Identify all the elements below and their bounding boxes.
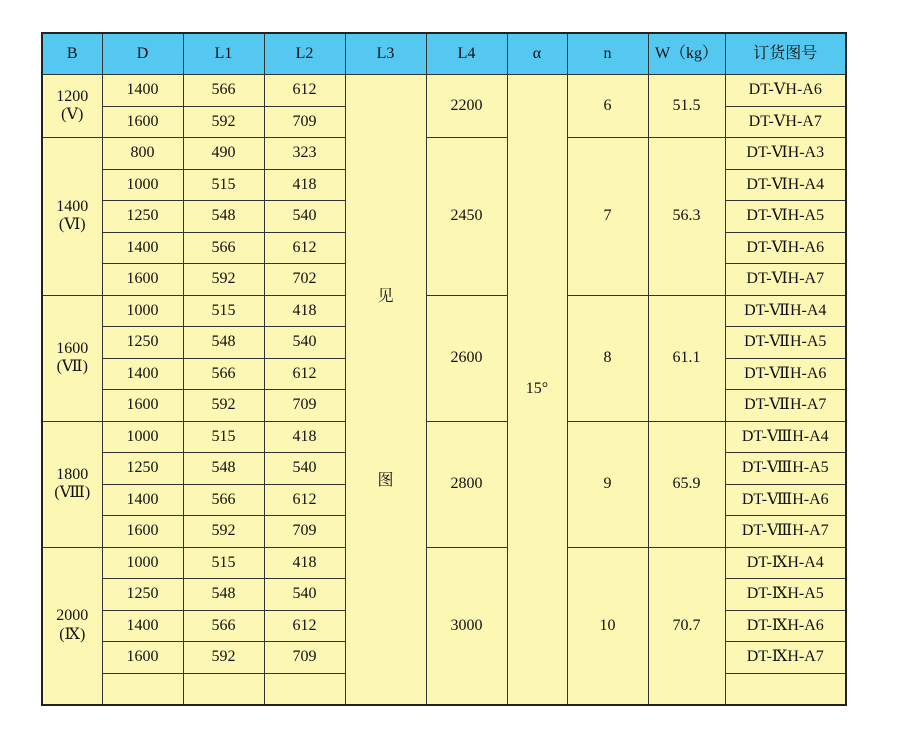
cell-d: 1600 bbox=[102, 516, 183, 548]
cell-l1: 515 bbox=[183, 547, 264, 579]
cell-d: 1400 bbox=[102, 484, 183, 516]
cell-l4: 2800 bbox=[426, 421, 507, 547]
cell-d: 1000 bbox=[102, 547, 183, 579]
cell-d: 1250 bbox=[102, 453, 183, 485]
cell-l2: 540 bbox=[264, 327, 345, 359]
cell-order-code: DT-ⅨH-A4 bbox=[725, 547, 846, 579]
cell-l1: 515 bbox=[183, 421, 264, 453]
table-row bbox=[42, 75, 846, 107]
cell-l2: 540 bbox=[264, 201, 345, 233]
cell-order-code: DT-ⅧH-A5 bbox=[725, 453, 846, 485]
cell-l1: 592 bbox=[183, 516, 264, 548]
cell-order-code: DT-ⅧH-A4 bbox=[725, 421, 846, 453]
cell-l2: 418 bbox=[264, 295, 345, 327]
cell-l1: 548 bbox=[183, 579, 264, 611]
cell-d: 1000 bbox=[102, 169, 183, 201]
header-l4: L4 bbox=[426, 33, 507, 75]
cell-l1: 566 bbox=[183, 358, 264, 390]
cell-l2: 612 bbox=[264, 232, 345, 264]
header-alpha: α bbox=[507, 33, 567, 75]
cell-order-code: DT-ⅥH-A3 bbox=[725, 138, 846, 170]
cell-n: 6 bbox=[567, 75, 648, 138]
cell-b: 1200 (Ⅴ) bbox=[42, 75, 102, 138]
table-row bbox=[42, 138, 846, 170]
cell-l4: 3000 bbox=[426, 547, 507, 705]
cell-weight: 65.9 bbox=[648, 421, 725, 547]
cell-order-code: DT-ⅨH-A5 bbox=[725, 579, 846, 611]
header-l3: L3 bbox=[345, 33, 426, 75]
cell-order-code: DT-ⅥH-A6 bbox=[725, 232, 846, 264]
cell-l1: 515 bbox=[183, 169, 264, 201]
cell-l2: 702 bbox=[264, 264, 345, 296]
cell-order-code: DT-ⅤH-A7 bbox=[725, 106, 846, 138]
cell-order-code: DT-ⅧH-A6 bbox=[725, 484, 846, 516]
cell-l1 bbox=[183, 673, 264, 705]
cell-l1: 548 bbox=[183, 453, 264, 485]
cell-l2: 418 bbox=[264, 421, 345, 453]
cell-d: 1600 bbox=[102, 106, 183, 138]
cell-l2: 612 bbox=[264, 75, 345, 107]
cell-weight: 56.3 bbox=[648, 138, 725, 296]
cell-l2: 612 bbox=[264, 358, 345, 390]
cell-n: 9 bbox=[567, 421, 648, 547]
cell-l2: 418 bbox=[264, 547, 345, 579]
cell-l1: 592 bbox=[183, 264, 264, 296]
cell-order-code: DT-ⅧH-A7 bbox=[725, 516, 846, 548]
cell-b: 1600 (Ⅶ) bbox=[42, 295, 102, 421]
cell-l2: 709 bbox=[264, 106, 345, 138]
header-b: B bbox=[42, 33, 102, 75]
header-l2: L2 bbox=[264, 33, 345, 75]
cell-weight: 61.1 bbox=[648, 295, 725, 421]
cell-l1: 566 bbox=[183, 610, 264, 642]
cell-l2: 709 bbox=[264, 642, 345, 674]
cell-l1: 592 bbox=[183, 642, 264, 674]
cell-b: 1400 (Ⅵ) bbox=[42, 138, 102, 296]
cell-d: 1250 bbox=[102, 579, 183, 611]
cell-l2: 612 bbox=[264, 484, 345, 516]
cell-n: 10 bbox=[567, 547, 648, 705]
cell-d: 1400 bbox=[102, 610, 183, 642]
cell-d: 1400 bbox=[102, 358, 183, 390]
cell-order-code: DT-ⅦH-A6 bbox=[725, 358, 846, 390]
cell-l2: 612 bbox=[264, 610, 345, 642]
table-row bbox=[42, 547, 846, 579]
cell-order-code: DT-ⅥH-A5 bbox=[725, 201, 846, 233]
cell-order-code: DT-ⅥH-A4 bbox=[725, 169, 846, 201]
header-d: D bbox=[102, 33, 183, 75]
spec-table bbox=[41, 32, 847, 706]
cell-n: 8 bbox=[567, 295, 648, 421]
cell-l2: 418 bbox=[264, 169, 345, 201]
table-row bbox=[42, 421, 846, 453]
cell-d: 1600 bbox=[102, 264, 183, 296]
cell-l1: 548 bbox=[183, 201, 264, 233]
cell-d: 1400 bbox=[102, 75, 183, 107]
cell-d: 1400 bbox=[102, 232, 183, 264]
cell-l1: 566 bbox=[183, 75, 264, 107]
cell-l2: 323 bbox=[264, 138, 345, 170]
cell-l4: 2200 bbox=[426, 75, 507, 138]
header-weight: W（kg） bbox=[648, 33, 725, 75]
cell-d: 1250 bbox=[102, 327, 183, 359]
cell-d: 1000 bbox=[102, 421, 183, 453]
cell-l4: 2450 bbox=[426, 138, 507, 296]
header-l1: L1 bbox=[183, 33, 264, 75]
cell-order-code: DT-ⅥH-A7 bbox=[725, 264, 846, 296]
cell-order-code: DT-ⅨH-A7 bbox=[725, 642, 846, 674]
header-n: n bbox=[567, 33, 648, 75]
cell-order-code: DT-ⅦH-A4 bbox=[725, 295, 846, 327]
cell-l1: 490 bbox=[183, 138, 264, 170]
cell-weight: 51.5 bbox=[648, 75, 725, 138]
cell-l2: 709 bbox=[264, 516, 345, 548]
cell-order-code: DT-ⅤH-A6 bbox=[725, 75, 846, 107]
cell-l1: 566 bbox=[183, 484, 264, 516]
table-row bbox=[42, 295, 846, 327]
cell-order-code: DT-ⅦH-A7 bbox=[725, 390, 846, 422]
cell-l2: 709 bbox=[264, 390, 345, 422]
header-order-code: 订货图号 bbox=[725, 33, 846, 75]
cell-b: 2000 (Ⅸ) bbox=[42, 547, 102, 705]
cell-l2: 540 bbox=[264, 453, 345, 485]
cell-d: 1600 bbox=[102, 390, 183, 422]
cell-l2: 540 bbox=[264, 579, 345, 611]
cell-d: 1000 bbox=[102, 295, 183, 327]
cell-alpha: 15° bbox=[507, 75, 567, 706]
header-row bbox=[42, 33, 846, 75]
cell-l2 bbox=[264, 673, 345, 705]
cell-d: 1250 bbox=[102, 201, 183, 233]
cell-d: 800 bbox=[102, 138, 183, 170]
cell-l1: 566 bbox=[183, 232, 264, 264]
cell-b: 1800 (Ⅷ) bbox=[42, 421, 102, 547]
cell-order-code: DT-ⅨH-A6 bbox=[725, 610, 846, 642]
cell-d bbox=[102, 673, 183, 705]
cell-order-code bbox=[725, 673, 846, 705]
cell-d: 1600 bbox=[102, 642, 183, 674]
cell-l1: 515 bbox=[183, 295, 264, 327]
cell-l1: 548 bbox=[183, 327, 264, 359]
cell-weight: 70.7 bbox=[648, 547, 725, 705]
cell-order-code: DT-ⅦH-A5 bbox=[725, 327, 846, 359]
cell-l4: 2600 bbox=[426, 295, 507, 421]
cell-l1: 592 bbox=[183, 390, 264, 422]
cell-n: 7 bbox=[567, 138, 648, 296]
cell-l1: 592 bbox=[183, 106, 264, 138]
cell-l3-see-drawing: 见 图 bbox=[345, 75, 426, 706]
